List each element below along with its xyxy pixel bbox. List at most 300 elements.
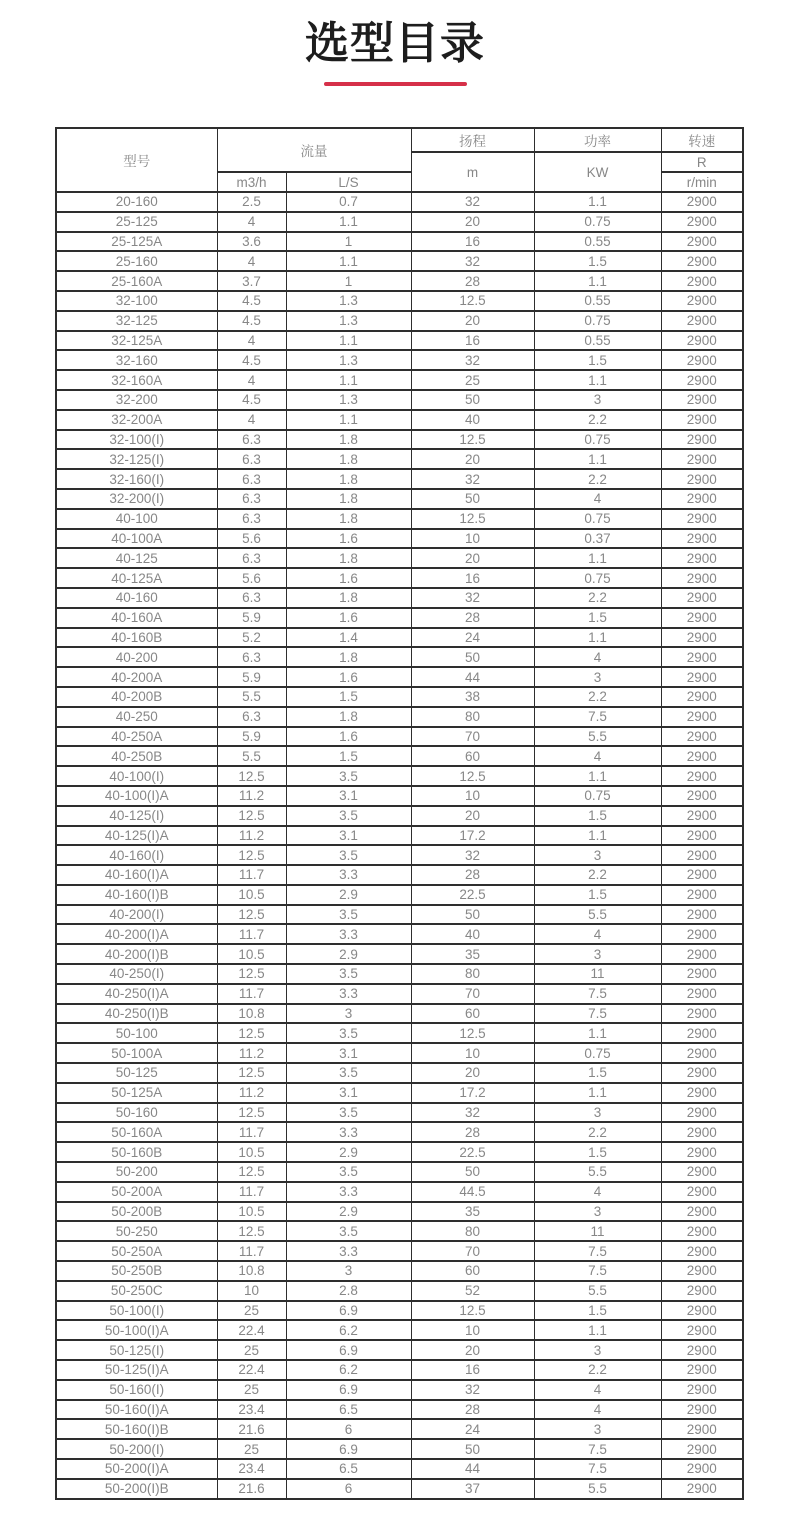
head-cell: 44 [411, 1459, 534, 1479]
model-cell: 50-100 [56, 1023, 217, 1043]
model-cell: 50-100A [56, 1043, 217, 1063]
power-cell: 5.5 [534, 1162, 661, 1182]
speed-cell: 2900 [661, 707, 743, 727]
flow-ls-cell: 1.8 [286, 430, 411, 450]
flow-m3h-cell: 5.6 [217, 568, 286, 588]
power-cell: 0.75 [534, 212, 661, 232]
flow-ls-cell: 3.5 [286, 766, 411, 786]
flow-ls-cell: 1 [286, 232, 411, 252]
table-row [56, 628, 743, 648]
model-cell: 50-160(I)B [56, 1419, 217, 1439]
table-row [56, 1439, 743, 1459]
model-cell: 32-160 [56, 350, 217, 370]
model-cell: 32-125 [56, 311, 217, 331]
speed-cell: 2900 [661, 1479, 743, 1499]
flow-ls-cell: 1.3 [286, 390, 411, 410]
flow-ls-cell: 1.1 [286, 212, 411, 232]
flow-m3h-cell: 11.2 [217, 786, 286, 806]
header-power-unit: KW [534, 152, 661, 192]
table-row [56, 608, 743, 628]
head-cell: 20 [411, 1063, 534, 1083]
flow-m3h-cell: 11.7 [217, 865, 286, 885]
model-cell: 32-125(I) [56, 449, 217, 469]
speed-cell: 2900 [661, 1122, 743, 1142]
flow-m3h-cell: 11.2 [217, 1043, 286, 1063]
speed-cell: 2900 [661, 687, 743, 707]
flow-ls-cell: 3.5 [286, 964, 411, 984]
flow-m3h-cell: 5.2 [217, 628, 286, 648]
flow-ls-cell: 6.2 [286, 1320, 411, 1340]
flow-m3h-cell: 4.5 [217, 350, 286, 370]
flow-m3h-cell: 5.9 [217, 667, 286, 687]
flow-ls-cell: 1.1 [286, 370, 411, 390]
head-cell: 44.5 [411, 1182, 534, 1202]
flow-m3h-cell: 12.5 [217, 806, 286, 826]
flow-ls-cell: 3 [286, 1004, 411, 1024]
table-row [56, 1340, 743, 1360]
head-cell: 80 [411, 707, 534, 727]
flow-m3h-cell: 4 [217, 331, 286, 351]
flow-ls-cell: 1.4 [286, 628, 411, 648]
power-cell: 3 [534, 1202, 661, 1222]
flow-ls-cell: 6 [286, 1419, 411, 1439]
head-cell: 10 [411, 786, 534, 806]
table-row [56, 1459, 743, 1479]
speed-cell: 2900 [661, 1281, 743, 1301]
flow-m3h-cell: 4 [217, 410, 286, 430]
flow-ls-cell: 2.8 [286, 1281, 411, 1301]
flow-m3h-cell: 6.3 [217, 509, 286, 529]
speed-cell: 2900 [661, 608, 743, 628]
flow-ls-cell: 3.3 [286, 1122, 411, 1142]
table-row [56, 271, 743, 291]
model-cell: 50-200(I) [56, 1439, 217, 1459]
table-row [56, 944, 743, 964]
flow-m3h-cell: 11.7 [217, 924, 286, 944]
power-cell: 1.5 [534, 251, 661, 271]
table-row [56, 1103, 743, 1123]
power-cell: 1.1 [534, 628, 661, 648]
model-cell: 50-125A [56, 1083, 217, 1103]
speed-cell: 2900 [661, 1083, 743, 1103]
power-cell: 3 [534, 390, 661, 410]
head-cell: 70 [411, 727, 534, 747]
flow-ls-cell: 1.6 [286, 529, 411, 549]
head-cell: 24 [411, 1419, 534, 1439]
head-cell: 24 [411, 628, 534, 648]
speed-cell: 2900 [661, 1142, 743, 1162]
head-cell: 28 [411, 865, 534, 885]
head-cell: 22.5 [411, 885, 534, 905]
speed-cell: 2900 [661, 1380, 743, 1400]
model-cell: 40-125 [56, 548, 217, 568]
flow-ls-cell: 3.3 [286, 1241, 411, 1261]
flow-m3h-cell: 12.5 [217, 1103, 286, 1123]
header-flow: 流量 [217, 128, 411, 172]
speed-cell: 2900 [661, 449, 743, 469]
header-power: 功率 [534, 128, 661, 152]
head-cell: 32 [411, 845, 534, 865]
table-row [56, 924, 743, 944]
power-cell: 0.75 [534, 311, 661, 331]
flow-m3h-cell: 10.5 [217, 1202, 286, 1222]
table-row [56, 1083, 743, 1103]
table-row [56, 1479, 743, 1499]
speed-cell: 2900 [661, 1103, 743, 1123]
flow-m3h-cell: 23.4 [217, 1459, 286, 1479]
table-header [56, 128, 743, 192]
speed-cell: 2900 [661, 746, 743, 766]
head-cell: 28 [411, 608, 534, 628]
speed-cell: 2900 [661, 1340, 743, 1360]
flow-m3h-cell: 25 [217, 1439, 286, 1459]
flow-m3h-cell: 22.4 [217, 1360, 286, 1380]
flow-ls-cell: 6.9 [286, 1301, 411, 1321]
speed-cell: 2900 [661, 1320, 743, 1340]
flow-m3h-cell: 5.9 [217, 608, 286, 628]
power-cell: 5.5 [534, 905, 661, 925]
head-cell: 28 [411, 271, 534, 291]
flow-m3h-cell: 2.5 [217, 192, 286, 212]
flow-m3h-cell: 12.5 [217, 845, 286, 865]
flow-ls-cell: 6.2 [286, 1360, 411, 1380]
flow-ls-cell: 3.1 [286, 1083, 411, 1103]
speed-cell: 2900 [661, 1261, 743, 1281]
table-row [56, 1281, 743, 1301]
flow-m3h-cell: 6.3 [217, 449, 286, 469]
speed-cell: 2900 [661, 430, 743, 450]
table-row [56, 727, 743, 747]
speed-cell: 2900 [661, 390, 743, 410]
model-cell: 40-160B [56, 628, 217, 648]
table-row [56, 1142, 743, 1162]
power-cell: 0.55 [534, 291, 661, 311]
power-cell: 1.5 [534, 806, 661, 826]
table-row [56, 1419, 743, 1439]
head-cell: 12.5 [411, 430, 534, 450]
flow-ls-cell: 3 [286, 1261, 411, 1281]
power-cell: 1.5 [534, 1301, 661, 1321]
flow-ls-cell: 3.5 [286, 1221, 411, 1241]
head-cell: 20 [411, 449, 534, 469]
table-row [56, 529, 743, 549]
flow-m3h-cell: 6.3 [217, 588, 286, 608]
head-cell: 10 [411, 1043, 534, 1063]
table-row [56, 647, 743, 667]
flow-ls-cell: 6.9 [286, 1380, 411, 1400]
table-row [56, 885, 743, 905]
model-cell: 50-200 [56, 1162, 217, 1182]
flow-m3h-cell: 10.8 [217, 1004, 286, 1024]
model-cell: 50-160 [56, 1103, 217, 1123]
model-cell: 40-250B [56, 746, 217, 766]
flow-ls-cell: 0.7 [286, 192, 411, 212]
power-cell: 2.2 [534, 865, 661, 885]
flow-m3h-cell: 12.5 [217, 766, 286, 786]
speed-cell: 2900 [661, 786, 743, 806]
head-cell: 12.5 [411, 1301, 534, 1321]
table-row [56, 746, 743, 766]
table-row [56, 786, 743, 806]
header-model: 型号 [56, 128, 217, 192]
power-cell: 4 [534, 746, 661, 766]
table-row [56, 905, 743, 925]
speed-cell: 2900 [661, 806, 743, 826]
head-cell: 70 [411, 1241, 534, 1261]
head-cell: 12.5 [411, 766, 534, 786]
flow-ls-cell: 1.6 [286, 667, 411, 687]
model-cell: 50-125(I)A [56, 1360, 217, 1380]
flow-ls-cell: 3.3 [286, 865, 411, 885]
speed-cell: 2900 [661, 350, 743, 370]
power-cell: 3 [534, 667, 661, 687]
head-cell: 32 [411, 469, 534, 489]
speed-cell: 2900 [661, 1063, 743, 1083]
flow-m3h-cell: 10.5 [217, 944, 286, 964]
title-underline [324, 82, 467, 86]
table-row [56, 232, 743, 252]
head-cell: 50 [411, 647, 534, 667]
head-cell: 40 [411, 924, 534, 944]
table-row [56, 1301, 743, 1321]
flow-ls-cell: 3.1 [286, 826, 411, 846]
power-cell: 1.1 [534, 271, 661, 291]
flow-m3h-cell: 12.5 [217, 905, 286, 925]
flow-ls-cell: 1.1 [286, 331, 411, 351]
flow-ls-cell: 1.8 [286, 489, 411, 509]
model-cell: 50-200B [56, 1202, 217, 1222]
head-cell: 32 [411, 1103, 534, 1123]
header-flow-ls: L/S [286, 172, 411, 192]
head-cell: 38 [411, 687, 534, 707]
model-cell: 40-160(I)A [56, 865, 217, 885]
table-row [56, 1202, 743, 1222]
speed-cell: 2900 [661, 1419, 743, 1439]
head-cell: 44 [411, 667, 534, 687]
power-cell: 1.1 [534, 1023, 661, 1043]
power-cell: 0.75 [534, 568, 661, 588]
model-cell: 40-200 [56, 647, 217, 667]
table-row [56, 1320, 743, 1340]
table-row [56, 251, 743, 271]
model-cell: 32-125A [56, 331, 217, 351]
head-cell: 32 [411, 588, 534, 608]
head-cell: 16 [411, 1360, 534, 1380]
head-cell: 20 [411, 311, 534, 331]
model-cell: 50-200(I)B [56, 1479, 217, 1499]
power-cell: 1.5 [534, 885, 661, 905]
power-cell: 1.1 [534, 192, 661, 212]
flow-m3h-cell: 10.8 [217, 1261, 286, 1281]
table-row [56, 509, 743, 529]
flow-ls-cell: 6.5 [286, 1400, 411, 1420]
model-cell: 40-250A [56, 727, 217, 747]
table-row [56, 964, 743, 984]
speed-cell: 2900 [661, 905, 743, 925]
power-cell: 2.2 [534, 1360, 661, 1380]
flow-ls-cell: 1.8 [286, 647, 411, 667]
head-cell: 37 [411, 1479, 534, 1499]
table-row [56, 1221, 743, 1241]
model-cell: 40-200(I)A [56, 924, 217, 944]
head-cell: 20 [411, 548, 534, 568]
table-row [56, 667, 743, 687]
head-cell: 80 [411, 964, 534, 984]
table-row [56, 568, 743, 588]
flow-ls-cell: 1.8 [286, 588, 411, 608]
table-row [56, 845, 743, 865]
flow-ls-cell: 1.6 [286, 608, 411, 628]
head-cell: 10 [411, 529, 534, 549]
model-cell: 40-200A [56, 667, 217, 687]
flow-ls-cell: 3.5 [286, 905, 411, 925]
speed-cell: 2900 [661, 984, 743, 1004]
table-row [56, 1360, 743, 1380]
head-cell: 16 [411, 232, 534, 252]
head-cell: 22.5 [411, 1142, 534, 1162]
flow-ls-cell: 1.8 [286, 449, 411, 469]
speed-cell: 2900 [661, 410, 743, 430]
table-row [56, 707, 743, 727]
flow-m3h-cell: 11.7 [217, 1182, 286, 1202]
flow-m3h-cell: 4.5 [217, 311, 286, 331]
flow-ls-cell: 3.5 [286, 806, 411, 826]
power-cell: 7.5 [534, 1261, 661, 1281]
table-row [56, 331, 743, 351]
speed-cell: 2900 [661, 548, 743, 568]
flow-m3h-cell: 11.2 [217, 826, 286, 846]
flow-ls-cell: 1.8 [286, 509, 411, 529]
power-cell: 11 [534, 964, 661, 984]
flow-m3h-cell: 3.7 [217, 271, 286, 291]
power-cell: 1.5 [534, 1063, 661, 1083]
power-cell: 3 [534, 1419, 661, 1439]
speed-cell: 2900 [661, 964, 743, 984]
head-cell: 50 [411, 1162, 534, 1182]
power-cell: 1.1 [534, 766, 661, 786]
power-cell: 1.1 [534, 449, 661, 469]
model-cell: 40-250(I) [56, 964, 217, 984]
speed-cell: 2900 [661, 766, 743, 786]
speed-cell: 2900 [661, 1023, 743, 1043]
head-cell: 28 [411, 1122, 534, 1142]
speed-cell: 2900 [661, 667, 743, 687]
power-cell: 2.2 [534, 1122, 661, 1142]
head-cell: 28 [411, 1400, 534, 1420]
flow-m3h-cell: 4 [217, 251, 286, 271]
head-cell: 50 [411, 390, 534, 410]
power-cell: 3 [534, 845, 661, 865]
table-row [56, 390, 743, 410]
table-row [56, 212, 743, 232]
model-cell: 50-250C [56, 1281, 217, 1301]
header-speed: 转速 [661, 128, 743, 152]
power-cell: 4 [534, 1380, 661, 1400]
table-row [56, 1380, 743, 1400]
power-cell: 4 [534, 489, 661, 509]
flow-m3h-cell: 12.5 [217, 1162, 286, 1182]
flow-m3h-cell: 11.2 [217, 1083, 286, 1103]
model-cell: 40-100A [56, 529, 217, 549]
head-cell: 32 [411, 350, 534, 370]
power-cell: 0.55 [534, 331, 661, 351]
model-cell: 50-160B [56, 1142, 217, 1162]
head-cell: 50 [411, 489, 534, 509]
power-cell: 7.5 [534, 984, 661, 1004]
power-cell: 4 [534, 1182, 661, 1202]
speed-cell: 2900 [661, 647, 743, 667]
head-cell: 70 [411, 984, 534, 1004]
speed-cell: 2900 [661, 291, 743, 311]
power-cell: 0.75 [534, 430, 661, 450]
power-cell: 1.1 [534, 826, 661, 846]
speed-cell: 2900 [661, 489, 743, 509]
speed-cell: 2900 [661, 1459, 743, 1479]
power-cell: 0.75 [534, 509, 661, 529]
model-cell: 50-160(I)A [56, 1400, 217, 1420]
table-row [56, 291, 743, 311]
flow-m3h-cell: 10.5 [217, 1142, 286, 1162]
power-cell: 7.5 [534, 1241, 661, 1261]
model-cell: 40-125A [56, 568, 217, 588]
model-cell: 50-250A [56, 1241, 217, 1261]
flow-ls-cell: 6.5 [286, 1459, 411, 1479]
flow-ls-cell: 1.3 [286, 311, 411, 331]
flow-ls-cell: 6 [286, 1479, 411, 1499]
model-cell: 50-250B [56, 1261, 217, 1281]
speed-cell: 2900 [661, 885, 743, 905]
flow-m3h-cell: 11.7 [217, 984, 286, 1004]
head-cell: 40 [411, 410, 534, 430]
table-row [56, 1182, 743, 1202]
speed-cell: 2900 [661, 628, 743, 648]
head-cell: 60 [411, 1261, 534, 1281]
model-cell: 40-100(I) [56, 766, 217, 786]
flow-ls-cell: 1.8 [286, 469, 411, 489]
power-cell: 7.5 [534, 707, 661, 727]
head-cell: 50 [411, 905, 534, 925]
table-row [56, 1004, 743, 1024]
model-cell: 32-200A [56, 410, 217, 430]
speed-cell: 2900 [661, 1360, 743, 1380]
model-cell: 40-200(I) [56, 905, 217, 925]
power-cell: 5.5 [534, 727, 661, 747]
speed-cell: 2900 [661, 865, 743, 885]
flow-ls-cell: 2.9 [286, 1202, 411, 1222]
speed-cell: 2900 [661, 1182, 743, 1202]
model-cell: 50-125(I) [56, 1340, 217, 1360]
power-cell: 3 [534, 944, 661, 964]
flow-m3h-cell: 6.3 [217, 489, 286, 509]
flow-m3h-cell: 6.3 [217, 707, 286, 727]
table-row [56, 1023, 743, 1043]
power-cell: 1.1 [534, 1083, 661, 1103]
flow-m3h-cell: 23.4 [217, 1400, 286, 1420]
model-cell: 50-200(I)A [56, 1459, 217, 1479]
flow-m3h-cell: 4 [217, 370, 286, 390]
speed-cell: 2900 [661, 1301, 743, 1321]
table-row [56, 826, 743, 846]
flow-ls-cell: 3.3 [286, 984, 411, 1004]
speed-cell: 2900 [661, 1162, 743, 1182]
power-cell: 7.5 [534, 1439, 661, 1459]
speed-cell: 2900 [661, 232, 743, 252]
speed-cell: 2900 [661, 212, 743, 232]
power-cell: 2.2 [534, 469, 661, 489]
page-title: 选型目录 [305, 19, 485, 68]
model-cell: 40-250 [56, 707, 217, 727]
flow-ls-cell: 3.5 [286, 845, 411, 865]
